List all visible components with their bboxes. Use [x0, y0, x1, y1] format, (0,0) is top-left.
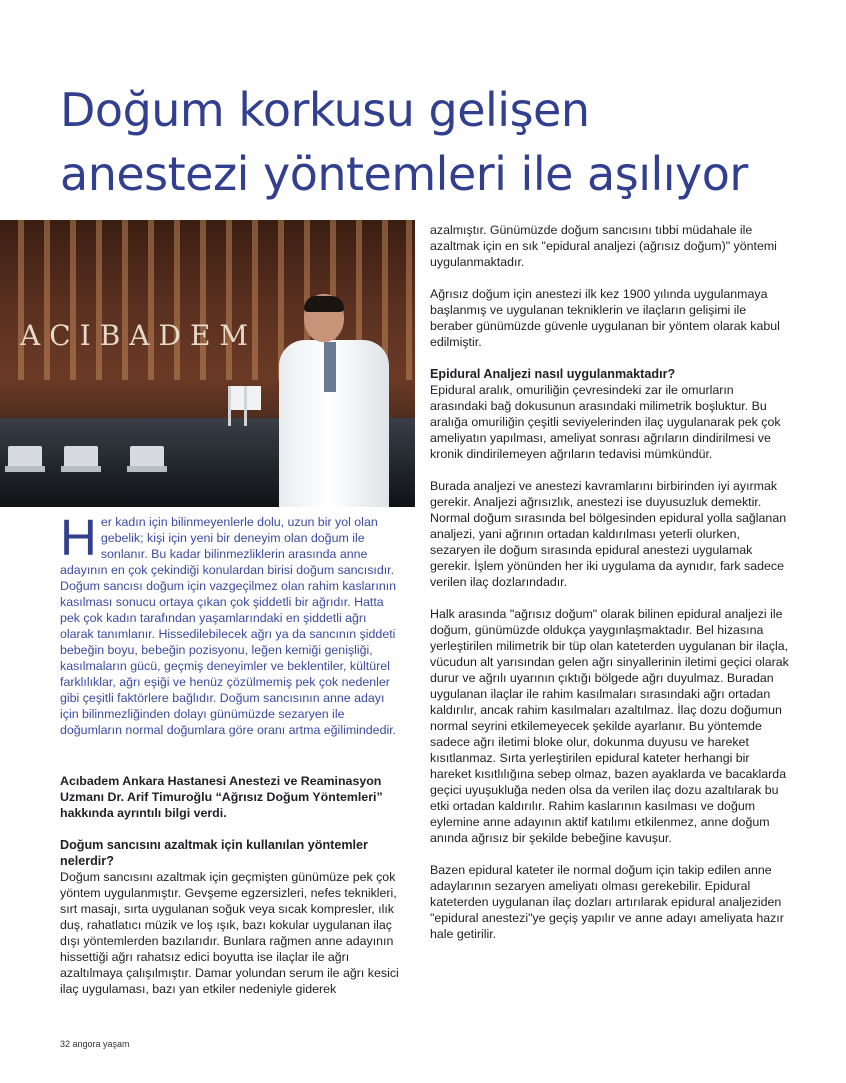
article-title	[60, 78, 820, 206]
answer-paragraph-2: Epidural aralık, omuriliğin çevresindeki zar ile omurların arasındaki bağ dokusunun arasındaki milimetrik boşluktur. Bu aralığa omuriliğin çeşitli seviyelerinden ilaç uygulanarak pek çok ameliyatın yapılması, ameliyat sonrası ağrıların dindirilmesi ve kronik dindirilemeyen ağrıların tedavisi mümkündür.	[430, 383, 781, 461]
body-paragraph-2: Ağrısız doğum için anestezi ilk kez 1900 yılında uygulanmaya başlanmış ve uygulanan tekniklerin ve ilaçların gelişimi ile beraber günümüzde güvenle uygulanan bir yöntem olarak kabul edilmiştir.	[430, 287, 780, 349]
intro-paragraph	[60, 509, 398, 738]
title-line-2: anestezi yöntemleri ile aşılıyor	[60, 147, 748, 201]
body-paragraph-3: Burada analjezi ve anestezi kavramlarını birbirinden iyi ayırmak gerekir. Analjezi ağrısızlık, anestezi ise duyusuzluk demektir. Normal doğum sırasında bel bölgesinden epidural yolla sağlanan analjezi, yani ağrının ortadan kaldırılması yeterli olurken, sezaryen ile doğum sırasında epidural anestezi uygulamak gerekir. İşlem yönünden her iki uygulama da aynıdır, fark sadece verilen ilaç dozlarındadır.	[430, 479, 787, 589]
left-column	[60, 773, 405, 1013]
lead-paragraph: Acıbadem Ankara Hastanesi Anestezi ve Reaminasyon Uzmanı Dr. Arif Timuroğlu “Ağrısız Doğum Yöntemleri” hakkında ayrıntılı bilgi verdi.	[60, 774, 383, 820]
answer-paragraph-1: Doğum sancısını azaltmak için geçmişten günümüze pek çok yöntem uygulanmıştır. Gevşeme egzersizleri, nefes teknikleri, sırt masajı, sırta uygulanan soğuk veya sıcak kompresler, ılık duş, rahatlatıcı müzik ve loş ışık, bazı kokular uygulanan ilaç dışı yöntemlerden bazılarıdır. Bunlara rağmen anne adayının hissettiği ağrı rahatsız edici boyutta ise ilaçlar ile ağrı azaltılmaya çalışılmıştır. Damar yolundan serum ile ağrı kesici ilaç uygulaması, bazı yan etkiler nedeniyle giderek	[60, 870, 399, 996]
intro-text: er kadın için bilinmeyenlerle dolu, uzun bir yol olan gebelik; kişi için yeni bir deneyim olan doğum ile sonlanır. Bu kadar bilinmezliklerin arasında anne adayının en çok çekindiği konulardan birisi doğum sancısıdır. Doğum sancısı doğum için vazgeçilmez olan rahim kaslarının kasılması sonucu ortaya çıkan çok şiddetli bir ağrıdır. Hatta pek çok kadın tarafından yaşamlarındaki en şiddetli ağrı olarak tanımlanır. Hissedilebilecek ağrı ya da sancının şiddeti bebeğin boyu, bebeğin pozisyonu, leğen kemiği genişliği, kasılmaların gücü, geçmiş deneyimler ve beklentiler, kültürel farklılıklar, ağrı eşiği ve henüz çözülmemiş pek çok nedenler gibi çeşitli faktörlere bağlıdır. Doğum sancısının anne adayı için bilinmezliğinden dolayı günümüzde sezaryen ile doğumların normal doğumlara göre oranı artma eğilimindedir.	[60, 515, 397, 737]
question-heading-1: Doğum sancısını azaltmak için kullanılan yöntemler nelerdir?	[60, 838, 368, 868]
title-line-1: Doğum korkusu gelişen	[60, 83, 590, 137]
page-folio: 32 angora yaşam	[60, 1039, 130, 1049]
drop-cap: H	[60, 509, 97, 566]
right-column	[430, 222, 790, 958]
question-heading-2: Epidural Analjezi nasıl uygulanmaktadır?	[430, 367, 676, 381]
body-paragraph-1: azalmıştır. Günümüzde doğum sancısını tıbbi müdahale ile azaltmak için en sık "epidural analjezi (ağrısız doğum)" yöntemi uygulanmaktadır.	[430, 223, 777, 269]
hospital-sign: ACIBADEM	[20, 319, 258, 352]
body-paragraph-4: Halk arasında "ağrısız doğum" olarak bilinen epidural analjezi ile doğum, günümüzde oldukça yaygınlaşmaktadır. Bel hizasına yerleştirilen milimetrik bir tüp olan kateterden uygulanan bir ilaçla, vücudun alt yarısından gelen ağrı sinyallerinin iletimi geçici olarak durur ve ağrılı uyarının çıktığı bölgede ağrı duyulmaz. Buradan uygulanan ilaçlar ile rahim kasılmaları sırasındaki ağrı ortadan kaldırılır, ancak rahim kasılmaları azaltılmaz. İlaç dozu doğumun normal seyrini etkilemeyecek şekilde ayarlanır. Bu yöntemde sadece ağrı iletimi bloke olur, dokunma duyusu ve hareket kısıtlanmaz. Sırta yerleştirilen epidural kateter herhangi bir hareket kısıtlılığına sebep olmaz, bazen ayaklarda ve bacaklarda geçici uyuşukluğa neden olsa da verilen ilaç dozu azaltılarak bu etki ortadan kaldırılır. Rahim kaslarının kasılması ve doğum eylemine anne adayının aktif katılımı etkilenmez, anne doğum anında ağrısız bir şekilde bebeğine kavuşur.	[430, 607, 789, 845]
doctor-photo	[0, 220, 415, 507]
body-paragraph-5: Bazen epidural kateter ile normal doğum için takip edilen anne adaylarının sezaryen ameliyatı olması gerekebilir. Epidural kateterden uygulanan ilaç dozları artırılarak epidural analjeziden "epidural anestezi"ye geçiş yapılır ve anne adayı ameliyata hazır hale getirilir.	[430, 863, 784, 941]
